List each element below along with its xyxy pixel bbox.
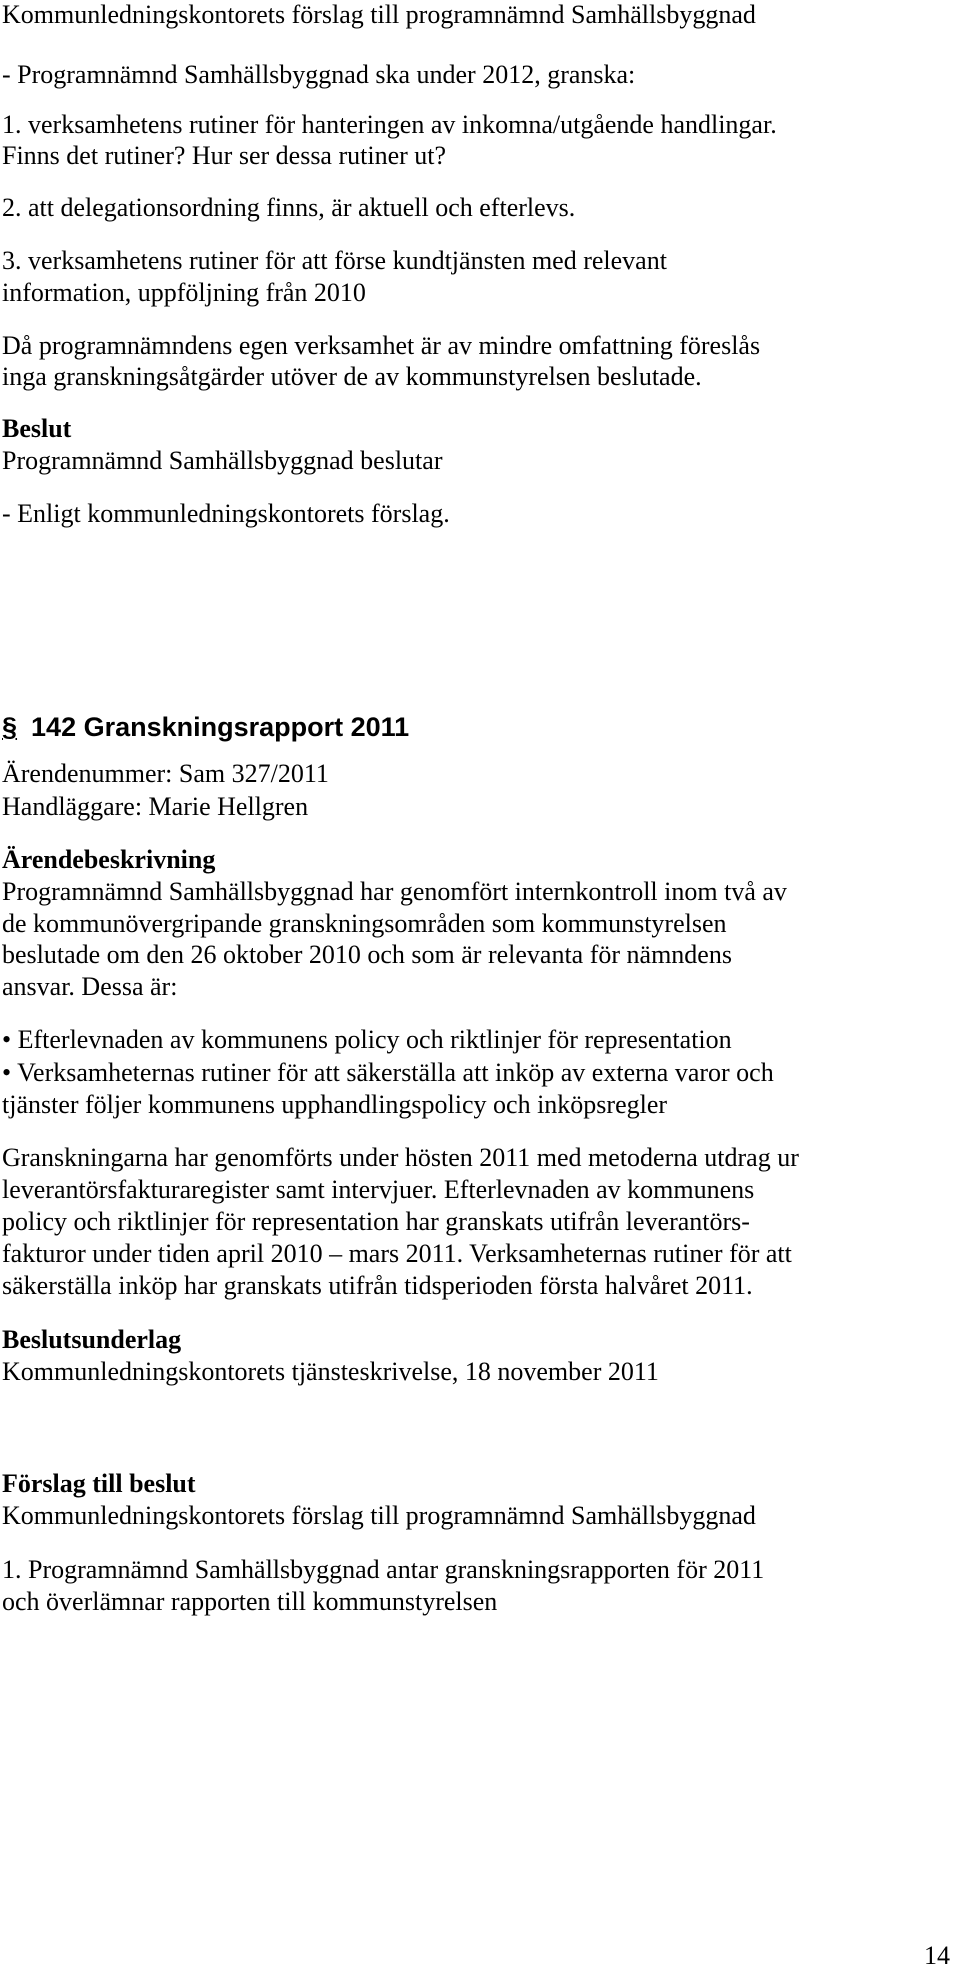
forslag-heading: Förslag till beslut <box>2 1469 196 1498</box>
section-heading <box>2 711 409 743</box>
arendebeskrivning-p1-line-1: Programnämnd Samhällsbyggnad har genomfört internkontroll inom två av <box>2 877 787 906</box>
arendebeskrivning-p1-line-4: ansvar. Dessa är: <box>2 972 178 1001</box>
intro-line-1: Kommunledningskontorets förslag till programnämnd Samhällsbyggnad <box>2 0 756 29</box>
bullet-inkop-line-1: • Verksamheternas rutiner för att säkerställa att inköp av externa varor och <box>2 1058 774 1087</box>
bullet-representation: • Efterlevnaden av kommunens policy och riktlinjer för representation <box>2 1025 732 1054</box>
intro-line-2: - Programnämnd Samhällsbyggnad ska under 2012, granska: <box>2 60 636 89</box>
arendebeskrivning-p2-line-5: säkerställa inköp har granskats utifrån tidsperioden första halvåret 2011. <box>2 1271 753 1300</box>
page-number: 14 <box>924 1941 950 1970</box>
arendebeskrivning-p2-line-4: fakturor under tiden april 2010 – mars 2011. Verksamheternas rutiner för att <box>2 1239 792 1268</box>
intro-item-1-line-2: Finns det rutiner? Hur ser dessa rutiner ut? <box>2 141 447 170</box>
handlaggare: Handläggare: Marie Hellgren <box>2 792 309 821</box>
arendenummer: Ärendenummer: Sam 327/2011 <box>2 759 329 788</box>
arendebeskrivning-p2-line-3: policy och riktlinjer för representation har granskats utifrån leverantörs- <box>2 1207 750 1236</box>
forslag-line-1: Kommunledningskontorets förslag till programnämnd Samhällsbyggnad <box>2 1501 756 1530</box>
intro-item-3-line-1: 3. verksamhetens rutiner för att förse kundtjänsten med relevant <box>2 246 667 275</box>
beslut-line-1: Programnämnd Samhällsbyggnad beslutar <box>2 446 443 475</box>
section-title: 142 Granskningsrapport 2011 <box>31 712 410 742</box>
arendebeskrivning-p2-line-1: Granskningarna har genomförts under hösten 2011 med metoderna utdrag ur <box>2 1143 799 1172</box>
arendebeskrivning-heading: Ärendebeskrivning <box>2 845 216 874</box>
intro-item-2: 2. att delegationsordning finns, är aktuell och efterlevs. <box>2 193 576 222</box>
beslut-heading: Beslut <box>2 414 72 443</box>
intro-note-line-1: Då programnämndens egen verksamhet är av mindre omfattning föreslås <box>2 331 761 360</box>
arendebeskrivning-p2-line-2: leverantörsfakturaregister samt intervjuer. Efterlevnaden av kommunens <box>2 1175 755 1204</box>
intro-item-1-line-1: 1. verksamhetens rutiner för hanteringen av inkomna/utgående handlingar. <box>2 110 777 139</box>
beslut-line-2: - Enligt kommunledningskontorets förslag. <box>2 499 450 528</box>
forslag-item-1-line-2: och överlämnar rapporten till kommunstyrelsen <box>2 1587 498 1616</box>
beslutsunderlag-line-1: Kommunledningskontorets tjänsteskrivelse, 18 november 2011 <box>2 1357 659 1386</box>
bullet-inkop-line-2: tjänster följer kommunens upphandlingspolicy och inköpsregler <box>2 1090 668 1119</box>
forslag-item-1-line-1: 1. Programnämnd Samhällsbyggnad antar granskningsrapporten för 2011 <box>2 1555 765 1584</box>
paragraph-sign: § <box>2 712 18 742</box>
intro-item-3-line-2: information, uppföljning från 2010 <box>2 278 366 307</box>
beslutsunderlag-heading: Beslutsunderlag <box>2 1325 182 1354</box>
intro-note-line-2: inga granskningsåtgärder utöver de av kommunstyrelsen beslutade. <box>2 362 702 391</box>
arendebeskrivning-p1-line-3: beslutade om den 26 oktober 2010 och som är relevanta för nämndens <box>2 940 732 969</box>
arendebeskrivning-p1-line-2: de kommunövergripande granskningsområden som kommunstyrelsen <box>2 909 727 938</box>
